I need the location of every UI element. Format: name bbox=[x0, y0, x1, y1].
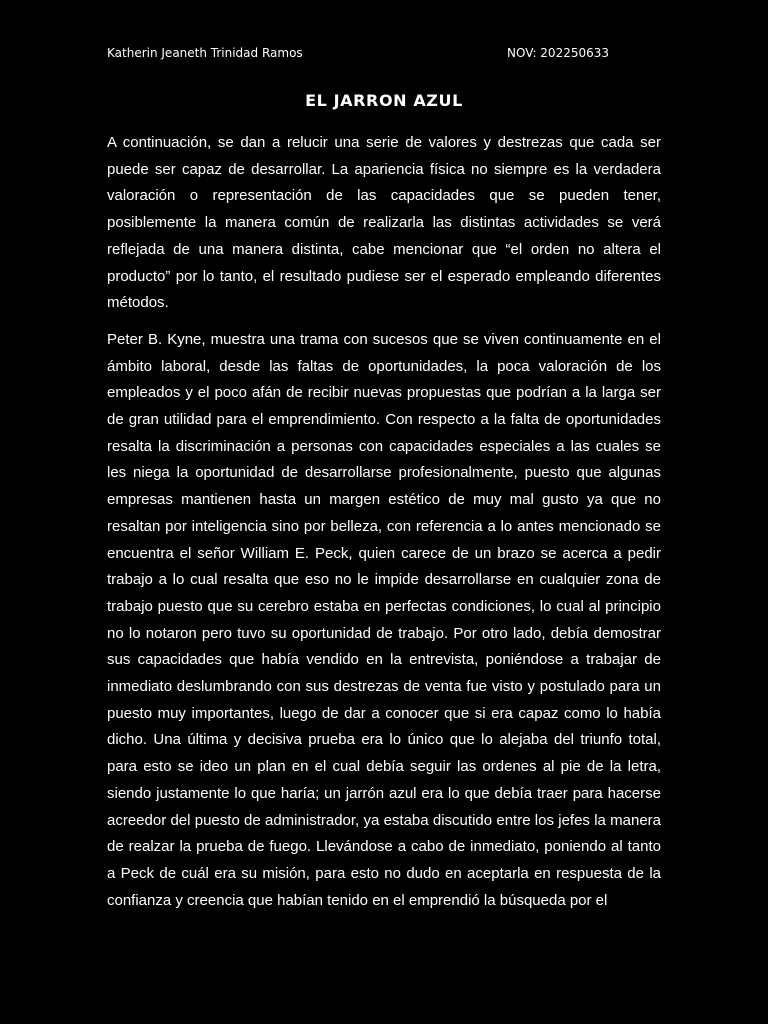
author-name: Katherin Jeaneth Trinidad Ramos bbox=[107, 46, 303, 60]
paragraph-1: A continuación, se dan a relucir una serie de valores y destrezas que cada ser puede ser capaz de desarrollar. La apariencia física no siempre es la verdadera valoración o representación de las capacidades que se pueden tener, posiblemente la manera común de realizarla las distintas actividades se verá reflejada de una manera distinta, cabe mencionar que “el orden no altera el producto” por lo tanto, el resultado pudiese ser el esperado empleando diferentes métodos. bbox=[107, 134, 661, 312]
document-title: EL JARRON AZUL bbox=[305, 91, 463, 110]
student-id: NOV: 202250633 bbox=[507, 46, 610, 60]
document-body bbox=[107, 130, 661, 924]
paragraph-2: Peter B. Kyne, muestra una trama con sucesos que se viven continuamente en el ámbito laboral, desde las faltas de oportunidades, la poca valoración de los empleados y el poco afán de recibir nuevas propuestas que podrían a la larga ser de gran utilidad para el emprendimiento. Con respecto a la falta de oportunidades resalta la discriminación a personas con capacidades especiales a las cuales se les niega la oportunidad de desarrollarse profesionalmente, puesto que algunas empresas mantienen hasta un margen estético de muy mal gusto ya que no resaltan por inteligencia sino por belleza, con referencia a lo antes mencionado se encuentra el señor William E. Peck, quien carece de un brazo se acerca a pedir trabajo a lo cual resalta que eso no le impide desarrollarse en cualquier zona de trabajo puesto que su cerebro estaba en perfectas condiciones, lo cual al principio no lo notaron pero tuvo su oportunidad de trabajo. Por otro lado, debía demostrar sus capacidades que había vendido en la entrevista, poniéndose a trabajar de inmediato deslumbrando con sus destrezas de venta fue visto y postulado para un puesto muy importantes, luego de dar a conocer que si era capaz como lo había dicho. Una última y decisiva prueba era lo único que lo alejaba del triunfo total, para esto se ideo un plan en el cual debía seguir las ordenes al pie de la letra, siendo justamente lo que haría; un jarrón azul era lo que debía traer para hacerse acreedor del puesto de administrador, ya estaba discutido entre los jefes la manera de realzar la prueba de fuego. Llevándose a cabo de inmediato, poniendo al tanto a Peck de cuál era su misión, para esto no dudo en aceptarla en respuesta de la confianza y creencia que habían tenido en el emprendió la búsqueda por el bbox=[107, 330, 661, 909]
